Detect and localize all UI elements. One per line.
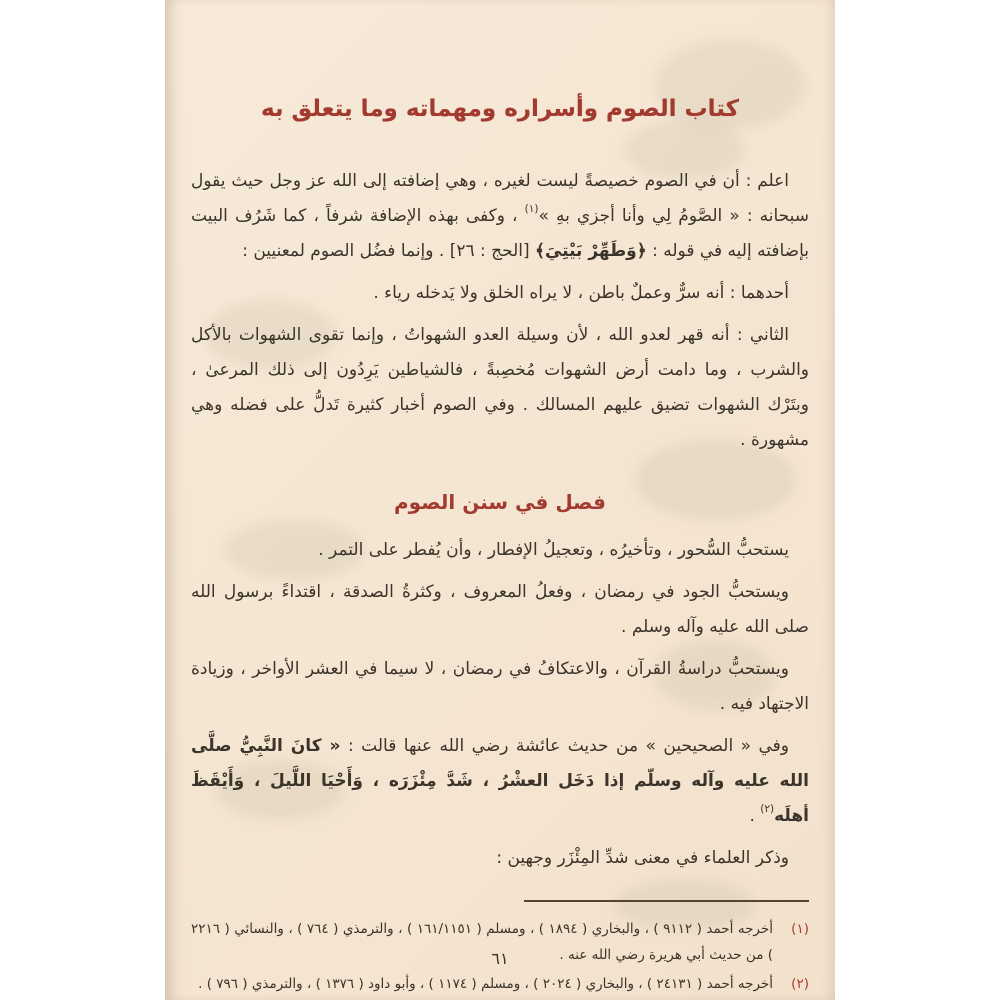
text-segment: الثاني : أنه قهر لعدو الله ، لأن وسيلة العدو الشهواتُ ، وإنما تقوى الشهوات بالأكل والشرب ، وما دامت أرض الشهوات مُخصِبةً ، فالشياطين يَرِدُون إلى ذلك المرعىٰ ، وبتَرْك الشهوات تضيق عليهم المسالك . وفي الصوم أخبار كثيرة تَدلُّ على فضله وهي مشهورة . xyxy=(191,325,809,450)
paragraph xyxy=(191,164,809,269)
text-segment: [الحج : ٢٦] . وإنما فضُل الصوم لمعنيين : xyxy=(242,241,536,261)
paragraph xyxy=(191,276,809,311)
chapter-title: كتاب الصوم وأسراره ومهماته وما يتعلق به xyxy=(260,96,740,122)
text-segment: اعلم : أن في الصوم خصيصةً ليست لغيره ، وهي إضافته إلى الله عز وجل حيث يقول سبحانه : « الصَّومُ لِي وأنا أجزي بهِ » xyxy=(191,171,810,226)
text-segment: ، وكفى بهذه الإضافة شرفاً ، كما شَرُف البيت بإضافته إليه في قوله : xyxy=(191,206,809,261)
footnote-ref: (٢) xyxy=(760,803,775,815)
footnote-separator xyxy=(524,900,809,902)
text-segment: ويستحبُّ دراسةُ القرآن ، والاعتكافُ في رمضان ، لا سيما في العشر الأواخر ، وزيادة الاجتهاد فيه . xyxy=(191,659,809,714)
body-text xyxy=(191,164,809,876)
footnote-marker: (١) xyxy=(791,921,809,937)
text-segment: وذكر العلماء في معنى شدِّ المِئْزَر وجهين : xyxy=(496,848,789,868)
text-segment: . xyxy=(749,806,761,826)
paragraph xyxy=(191,729,809,834)
text-segment: ويستحبُّ الجود في رمضان ، وفعلُ المعروف ، وكثرةُ الصدقة ، اقتداءً برسول الله صلى الله عليه وآله وسلم . xyxy=(191,582,809,637)
footnote-ref: (١) xyxy=(524,203,539,215)
text-segment: يستحبُّ السُّحور ، وتأخيرُه ، وتعجيلُ الإفطار ، وأن يُفطر على التمر . xyxy=(318,540,789,560)
paragraph xyxy=(191,318,809,458)
footnote-marker: (٢) xyxy=(791,976,809,992)
text-segment: وفي « الصحيحين » من حديث عائشة رضي الله عنها قالت : xyxy=(340,736,789,756)
footnote-text: أخرجه أحمد ( ٩١١٢ ) ، والبخاري ( ١٨٩٤ ) ، ومسلم ( ١٦١/١١٥١ ) ، والترمذي ( ٧٦٤ ) ، والنسائي ( ٢٢١٦ ) من حديث أبي هريرة رضي الله عنه . xyxy=(191,921,773,963)
paragraph xyxy=(191,575,809,645)
section-heading: فصل في سنن الصوم xyxy=(394,490,606,514)
emphasized-text: ﴿وَطَهِّرْ بَيْتِيَ﴾ xyxy=(535,241,647,261)
footnote-text: أخرجه أحمد ( ٢٤١٣١ ) ، والبخاري ( ٢٠٢٤ ) ، ومسلم ( ١١٧٤ ) ، وأبو داود ( ١٣٧٦ ) ، والترمذي ( ٧٩٦ ) . xyxy=(198,976,773,992)
paragraph xyxy=(191,652,809,722)
page-content xyxy=(165,0,835,1000)
emphasized-text: « كانَ النَّبِيُّ صلَّى الله عليه وآله وسلّم إذا دَخَل العشْرُ ، شَدَّ مِئْزَرَه ، وَأَحْيَا اللَّيلَ ، وَأَيْقَظَ أهلَه xyxy=(191,736,809,826)
footnote xyxy=(191,971,809,997)
paragraph xyxy=(191,841,809,876)
page-number: ٦١ xyxy=(491,949,509,968)
paragraph xyxy=(191,533,809,568)
book-page xyxy=(165,0,835,1000)
text-segment: أحدهما : أنه سرٌّ وعملٌ باطن ، لا يراه الخلق ولا يَدخله رياء . xyxy=(373,283,789,303)
